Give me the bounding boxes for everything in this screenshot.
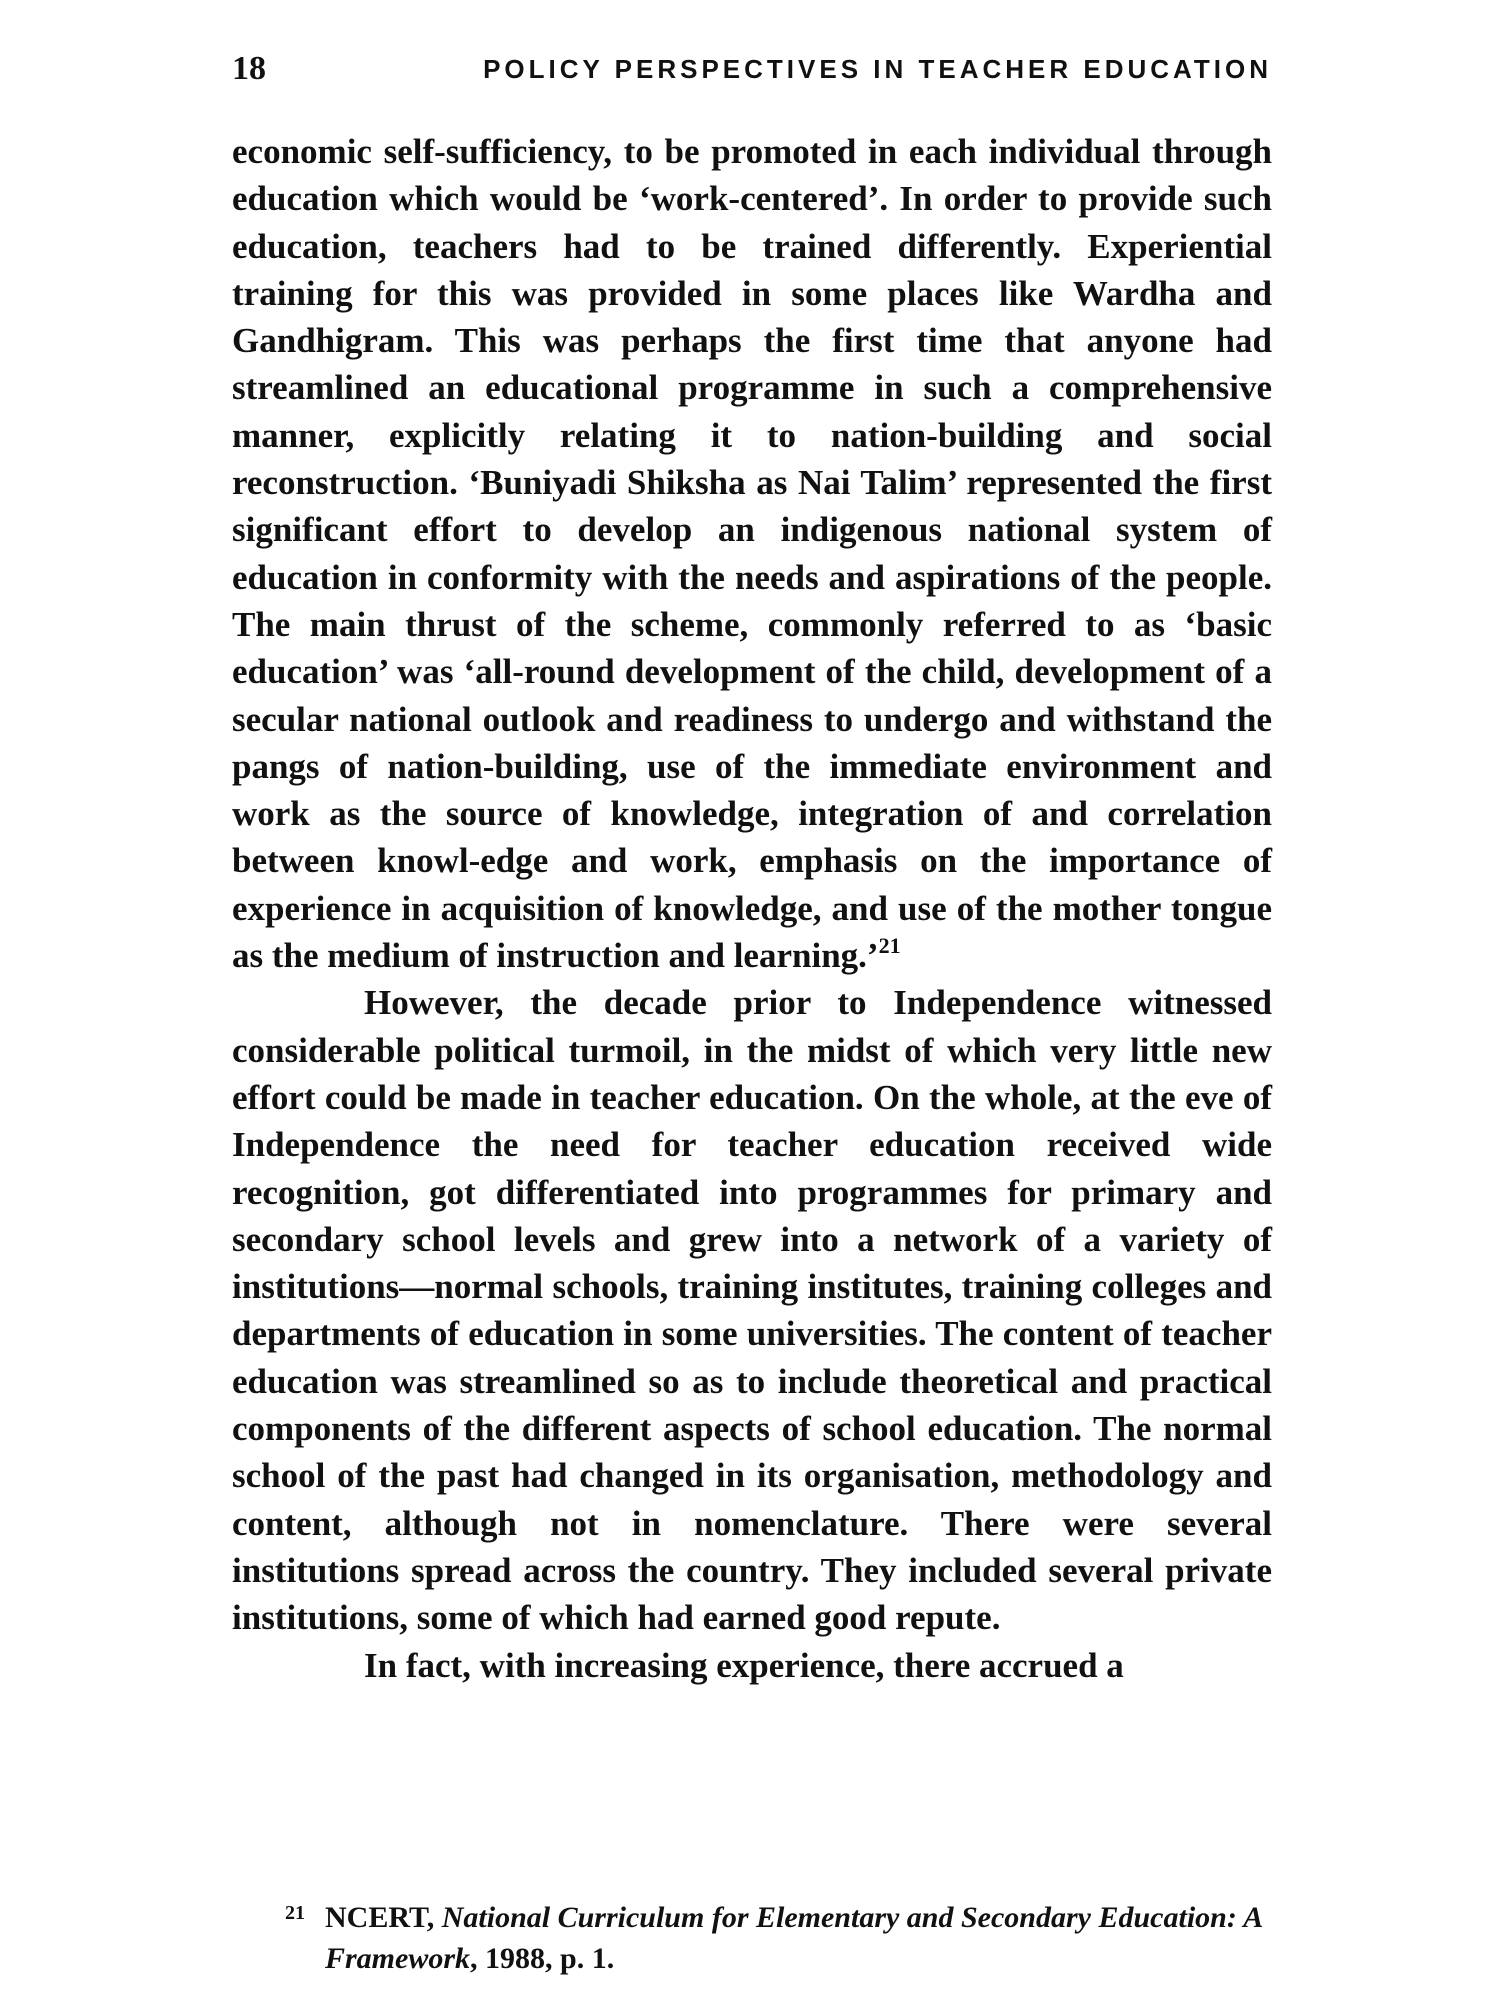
- footnote-marker: 21: [285, 1902, 305, 1924]
- paragraph: In fact, with increasing experience, there accrued a: [364, 1645, 1124, 1685]
- paragraph: However, the decade prior to Independence witnessed considerable political turmoil, in the midst of which very little new effort could be made in teacher education. On the whole, at the eve of Independence the need for teacher education received wide recognition, got differentiated into programmes for primary and secondary school levels and grew into a network of a variety of institutions—normal schools, training institutes, training colleges and departments of education in some universities. The content of teacher education was streamlined so as to include theoretical and practical components of the different aspects of school education. The normal school of the past had changed in its organisation, methodology and content, although not in nomenclature. There were several institutions spread across the country. They included several private institutions, some of which had earned good repute.: [232, 983, 1272, 1638]
- footnote-title: National Curriculum for Elementary and Secondary Education: A Framework: [325, 1901, 1262, 1975]
- running-head: POLICY PERSPECTIVES IN TEACHER EDUCATION: [483, 54, 1272, 84]
- page-header: [232, 50, 1272, 94]
- footnote-reference: 21: [878, 933, 901, 959]
- paragraph: [232, 128, 1272, 979]
- footnote-details: , 1988, p. 1.: [470, 1942, 615, 1975]
- body-text: [232, 128, 1272, 1689]
- page-number: 18: [232, 50, 266, 87]
- footnote: [285, 1897, 1270, 1979]
- footnote-author: NCERT,: [325, 1901, 435, 1934]
- paragraph-text: economic self-sufficiency, to be promoted in each individual through education which would be ‘work-centered’. In order to provide such education, teachers had to be trained differently. Experiential training for this was provided in some places like Wardha and Gandhigram. This was perhaps the first time that anyone had streamlined an educational programme in such a comprehensive manner, explicitly relating it to nation-building and social reconstruction. ‘Buniyadi Shiksha as Nai Talim’ represented the first significant effort to develop an indigenous national system of education in conformity with the needs and aspirations of the people. The main thrust of the scheme, commonly referred to as ‘basic education’ was ‘all-round development of the child, development of a secular national outlook and readiness to undergo and withstand the pangs of nation-building, use of the immediate environment and work as the source of knowledge, integration of and correlation between knowl-edge and work, emphasis on the importance of experience in acquisition of knowledge, and use of the mother tongue as the medium of instruction and learning.’: [232, 132, 1272, 976]
